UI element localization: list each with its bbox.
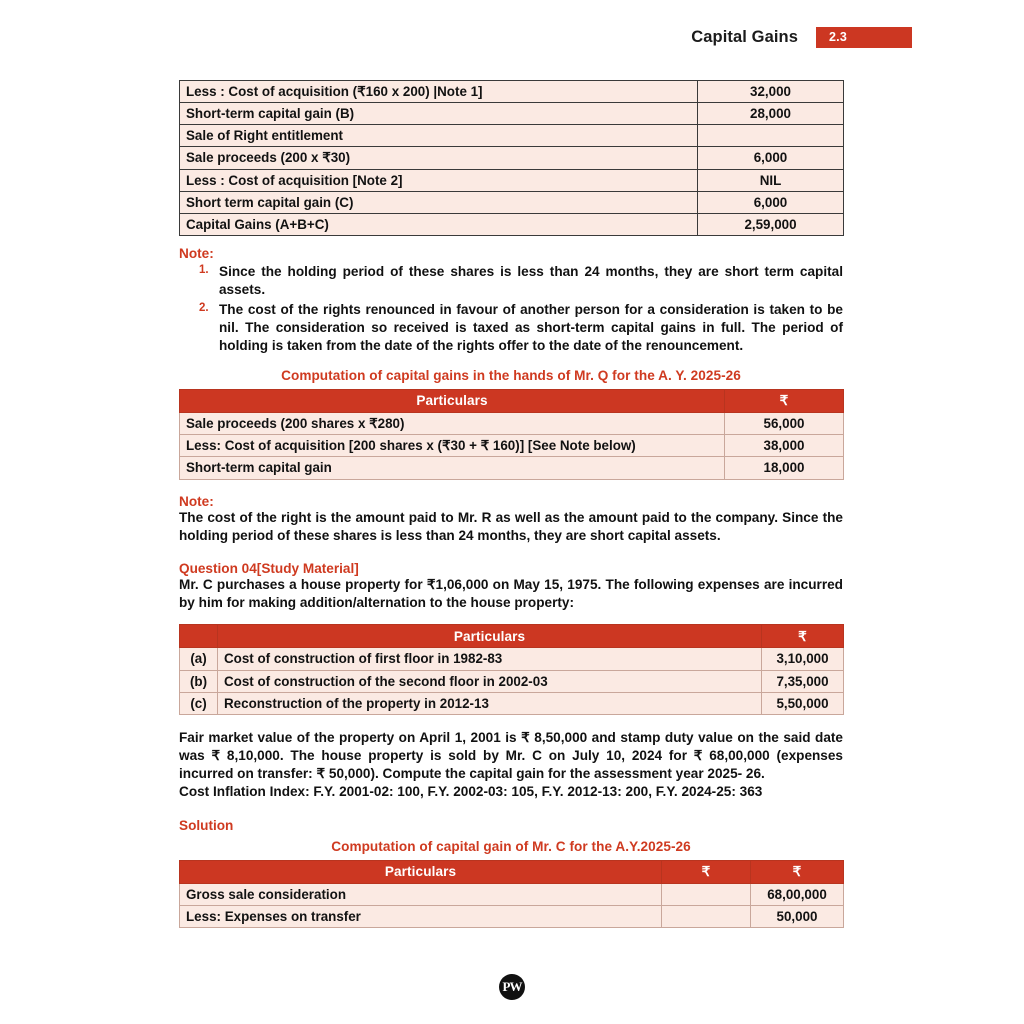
col-header-particulars: Particulars — [180, 860, 662, 883]
cell-particulars: Sale proceeds (200 x ₹30) — [180, 147, 698, 169]
note-list-1 — [179, 263, 843, 355]
col-header-rupee-2: ₹ — [751, 860, 844, 883]
cell-particulars: Short term capital gain (C) — [180, 191, 698, 213]
cell-amount: 5,50,000 — [762, 692, 844, 714]
col-header-particulars: Particulars — [218, 625, 762, 648]
cell-amount: NIL — [698, 169, 844, 191]
cell-particulars: Less : Cost of acquisition (₹160 x 200) |Note 1] — [180, 81, 698, 103]
cell-particulars: Gross sale consideration — [180, 883, 662, 905]
cell-particulars: Cost of construction of the second floor in 2002-03 — [218, 670, 762, 692]
page-title: Capital Gains — [691, 27, 798, 46]
cell-particulars: Cost of construction of first floor in 1982-83 — [218, 648, 762, 670]
house-property-expenses-table — [179, 624, 844, 714]
cell-amount-2: 50,000 — [751, 905, 844, 927]
table-row — [180, 81, 844, 103]
question-text: Mr. C purchases a house property for ₹1,06,000 on May 15, 1975. The following expenses are incurred by him for making addition/alternation to the house property: — [179, 576, 843, 611]
col-header-particulars: Particulars — [180, 390, 725, 413]
cell-amount — [698, 125, 844, 147]
cell-index: (c) — [180, 692, 218, 714]
cell-particulars: Sale of Right entitlement — [180, 125, 698, 147]
cell-particulars: Less : Cost of acquisition [Note 2] — [180, 169, 698, 191]
cell-particulars: Sale proceeds (200 shares x ₹280) — [180, 413, 725, 435]
cell-amount: 56,000 — [725, 413, 844, 435]
table-row — [180, 147, 844, 169]
col-header-index — [180, 625, 218, 648]
cell-amount: 3,10,000 — [762, 648, 844, 670]
question-heading: Question 04[Study Material] — [179, 560, 359, 576]
mr-c-capital-gain-table — [179, 860, 844, 928]
cell-amount: 38,000 — [725, 435, 844, 457]
table-row — [180, 413, 844, 435]
table-header-row — [180, 390, 844, 413]
table-header-row — [180, 860, 844, 883]
table-row — [180, 905, 844, 927]
cell-amount: 18,000 — [725, 457, 844, 479]
cell-amount: 6,000 — [698, 191, 844, 213]
table4-caption: Computation of capital gain of Mr. C for the A.Y.2025-26 — [331, 838, 691, 854]
table-row — [180, 213, 844, 235]
table-row — [180, 191, 844, 213]
table2-caption: Computation of capital gains in the hands of Mr. Q for the A. Y. 2025-26 — [281, 368, 741, 384]
cell-particulars: Short-term capital gain (B) — [180, 103, 698, 125]
cell-amount: 28,000 — [698, 103, 844, 125]
cell-amount: 32,000 — [698, 81, 844, 103]
cell-amount: 2,59,000 — [698, 213, 844, 235]
note-text-2: The cost of the right is the amount paid to Mr. R as well as the amount paid to the company. Since the holding period of these shares is less than 24 months, they are short capital assets. — [179, 509, 843, 543]
note-heading-1: Note: — [179, 246, 214, 262]
cell-particulars: Short-term capital gain — [180, 457, 725, 479]
cell-particulars: Less: Cost of acquisition [200 shares x (₹30 + ₹ 160)] [See Note below) — [180, 435, 725, 457]
table-row — [180, 692, 844, 714]
cell-amount: 6,000 — [698, 147, 844, 169]
table-row — [180, 435, 844, 457]
col-header-rupee: ₹ — [725, 390, 844, 413]
cell-amount-2: 68,00,000 — [751, 883, 844, 905]
table-row — [180, 169, 844, 191]
cell-particulars: Capital Gains (A+B+C) — [180, 213, 698, 235]
note-heading-2: Note: — [179, 493, 214, 509]
page-header — [0, 22, 1024, 52]
table-row — [180, 670, 844, 692]
table-row — [180, 103, 844, 125]
cell-particulars: Reconstruction of the property in 2012-13 — [218, 692, 762, 714]
solution-heading: Solution — [179, 817, 234, 833]
chapter-badge: 2.3 — [816, 27, 912, 48]
capital-gains-continuation-table — [179, 80, 844, 236]
page-content — [179, 80, 843, 928]
cell-index: (a) — [180, 648, 218, 670]
col-header-rupee-1: ₹ — [662, 860, 751, 883]
pw-logo-icon: PW — [499, 974, 525, 1000]
property-details-paragraph: Fair market value of the property on April 1, 2001 is ₹ 8,50,000 and stamp duty value on the said date was ₹ 8,10,000. The house property is sold by Mr. C on July 10, 2024 for ₹ 68,00,000 (expenses incurred on transfer: ₹ 50,000). Compute the capital gain for the assessment year 2025- 26. — [179, 729, 843, 782]
table-header-row — [180, 625, 844, 648]
list-item: Since the holding period of these shares is less than 24 months, they are short term capital assets. — [219, 264, 843, 298]
table-row — [180, 883, 844, 905]
page-footer — [0, 974, 1024, 1000]
table-row — [180, 648, 844, 670]
list-item: The cost of the rights renounced in favour of another person for a consideration is taken to be nil. The consideration so received is taxed as short-term capital gains in full. The period of holding is taken from the date of the rights offer to the date of the renouncement. — [219, 301, 843, 353]
cell-amount-1 — [662, 905, 751, 927]
cell-amount: 7,35,000 — [762, 670, 844, 692]
cell-amount-1 — [662, 883, 751, 905]
table-row — [180, 125, 844, 147]
cell-index: (b) — [180, 670, 218, 692]
cost-inflation-index-line: Cost Inflation Index: F.Y. 2001-02: 100, F.Y. 2002-03: 105, F.Y. 2012-13: 200, F.Y. 2024-25: 363 — [179, 784, 763, 800]
mr-q-capital-gains-table — [179, 389, 844, 479]
table-row — [180, 457, 844, 479]
col-header-rupee: ₹ — [762, 625, 844, 648]
cell-particulars: Less: Expenses on transfer — [180, 905, 662, 927]
